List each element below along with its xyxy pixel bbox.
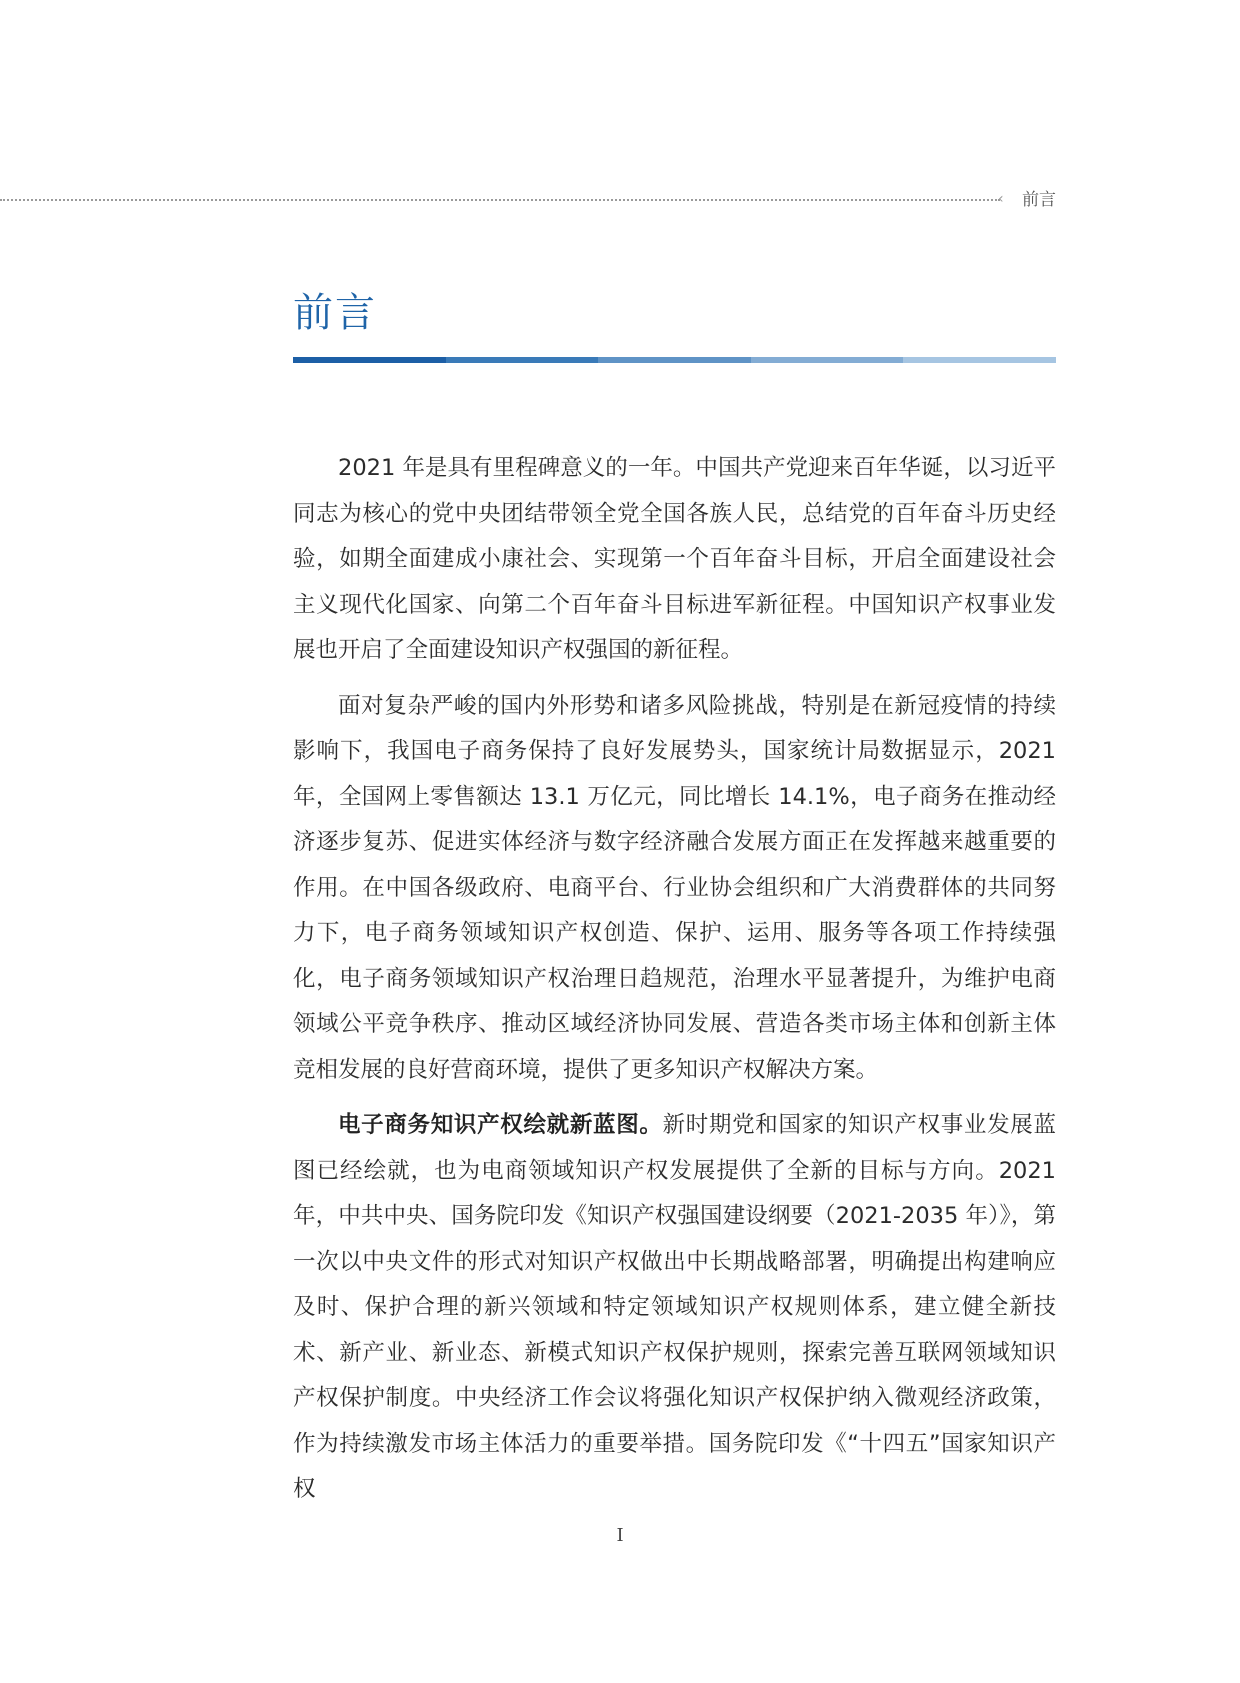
header-dotted-rule xyxy=(0,199,1000,201)
paragraph-text: 面对复杂严峻的国内外形势和诸多风险挑战，特别是在新冠疫情的持续影响下，我国电子商务保持了良好发展势头，国家统计局数据显示，2021 年，全国网上零售额达 13.1 万亿元，同比增长 14.1%，电子商务在推动经济逐步复苏、促进实体经济与数字经济融合发展方面正在发挥越来越重要的作用。在中国各级政府、电商平台、行业协会组织和广大消费群体的共同努力下，电子商务领域知识产权创造、保护、运用、服务等各项工作持续强化，电子商务领域知识产权治理日趋规范，治理水平显著提升，为维护电商领域公平竞争秩序、推动区域经济协同发展、营造各类市场主体和创新主体竞相发展的良好营商环境，提供了更多知识产权解决方案。 xyxy=(293,692,1056,1083)
page-title: 前言 xyxy=(293,290,377,336)
paragraph-text: 2021 年是具有里程碑意义的一年。中国共产党迎来百年华诞，以习近平同志为核心的党中央团结带领全党全国各族人民，总结党的百年奋斗历史经验，如期全面建成小康社会、实现第一个百年奋斗目标，开启全面建设社会主义现代化国家、向第二个百年奋斗目标进军新征程。中国知识产权事业发展也开启了全面建设知识产权强国的新征程。 xyxy=(293,455,1056,663)
title-bar-segment xyxy=(751,357,904,363)
paragraph-text: 新时期党和国家的知识产权事业发展蓝图已经绘就，也为电商领域知识产权发展提供了全新的目标与方向。2021 年，中共中央、国务院印发《知识产权强国建设纲要（2021-2035 年）》，第一次以中央文件的形式对知识产权做出中长期战略部署，明确提出构建响应及时、保护合理的新兴领域和特定领域知识产权规则体系，建立健全新技术、新产业、新业态、新模式知识产权保护规则，探索完善互联网领域知识产权保护制度。中央经济工作会议将强化知识产权保护纳入微观经济政策，作为持续激发市场主体活力的重要举措。国务院印发《“十四五”国家知识产权 xyxy=(293,1112,1056,1502)
paragraph-2 xyxy=(293,684,1056,1094)
title-bar-segment xyxy=(293,357,446,363)
header-chevron-icon: ‹ xyxy=(998,191,1004,207)
paragraph-lead-heading: 电子商务知识产权绘就新蓝图。 xyxy=(338,1112,663,1138)
running-header: 前言 xyxy=(1022,190,1056,210)
title-bar-segment xyxy=(903,357,1056,363)
paragraph-3 xyxy=(293,1103,1056,1513)
title-underline-bar xyxy=(293,357,1056,363)
title-bar-segment xyxy=(598,357,751,363)
body-text xyxy=(293,446,1056,1523)
paragraph-1 xyxy=(293,446,1056,674)
title-bar-segment xyxy=(446,357,599,363)
page-number: I xyxy=(616,1525,624,1546)
